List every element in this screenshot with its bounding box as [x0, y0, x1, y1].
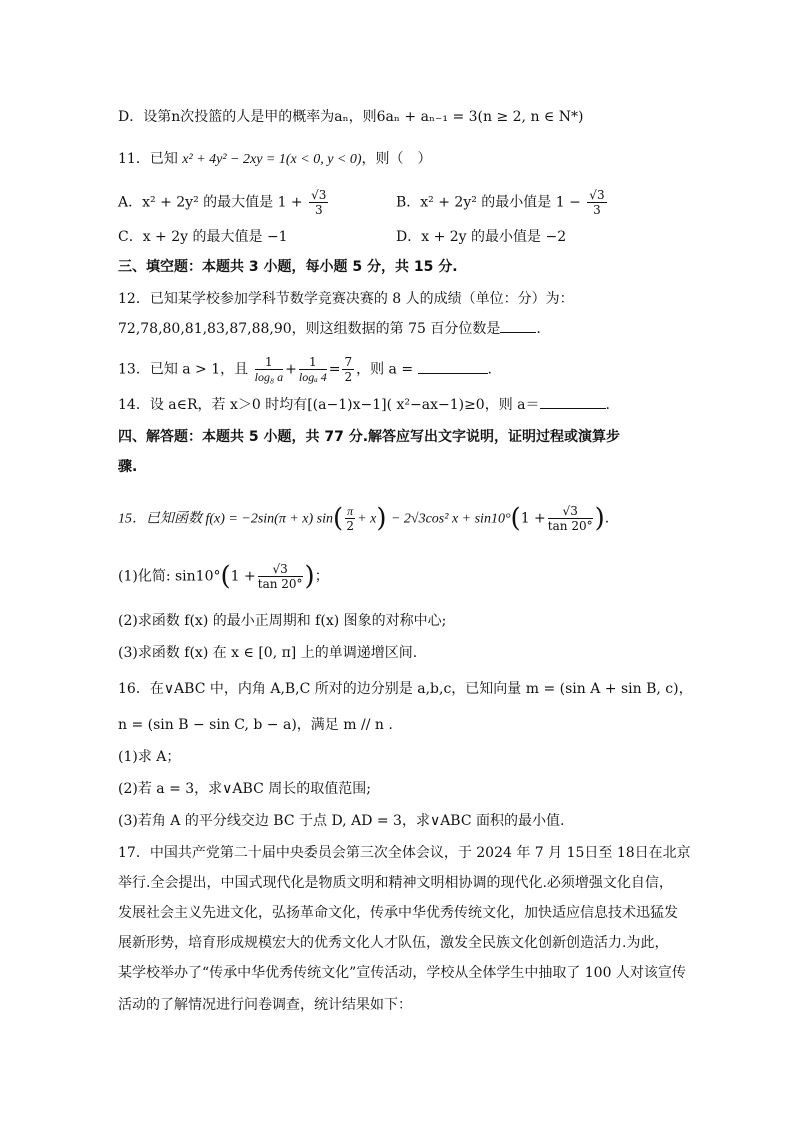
- one-plus: 1 +: [230, 568, 256, 585]
- q16-part2: (2)若 a = 3，求∨ABC 周长的取值范围;: [118, 781, 371, 797]
- q13-end: .: [487, 361, 492, 378]
- q17-line: 发展社会主义先进文化，弘扬革命文化，传承中华优秀传统文化，加快适应信息技术迅猛发: [118, 905, 678, 921]
- q13-stem: [118, 355, 492, 384]
- q11-option-b: [396, 188, 609, 217]
- open-paren: (: [220, 561, 231, 592]
- option-b-text: B．x² + 2y² 的最小值是 1 −: [396, 194, 581, 211]
- fraction-7-over-2: [342, 355, 354, 384]
- frac-num: 1: [255, 355, 284, 370]
- q13-prefix: 13．已知 a > 1，且: [118, 361, 249, 378]
- q15-end: .: [604, 510, 610, 527]
- section-fill-in-blank-heading: 三、填空题：本题共 3 小题，每小题 5 分，共 15 分.: [118, 259, 458, 275]
- q11-option-d: D．x + 2y 的最小值是 −2: [396, 229, 567, 245]
- q12-end: .: [536, 321, 541, 337]
- q12-line2: [118, 318, 541, 340]
- part1-end: ；: [314, 568, 329, 585]
- q12-text: 72,78,80,81,83,87,88,90，则这组数据的第 75 百分位数是: [118, 321, 501, 337]
- stem-equation: x² + 4y² − 2xy = 1(x < 0, y < 0): [182, 152, 362, 167]
- open-paren: (: [333, 503, 344, 534]
- plus-sign: +: [285, 361, 297, 378]
- frac-num: √3: [589, 188, 605, 202]
- q15-part-c: − 2√3cos² x + sin10°: [390, 511, 511, 527]
- q17-line: 某学校举办了“传承中华优秀传统文化”宣传活动，学校从全体学生中抽取了 100 人对该宣传: [118, 965, 686, 981]
- frac-num: 7: [344, 355, 353, 369]
- q16-line1: 16．在∨ABC 中，内角 A,B,C 所对的边分别是 a,b,c，已知向量 m = (sin A + sin B, c)，: [118, 681, 693, 697]
- q17-line: 活动的了解情况进行问卷调查，统计结果如下：: [118, 997, 412, 1013]
- frac-num: √3: [311, 188, 327, 202]
- equals-sign: =: [328, 361, 341, 378]
- frac-den: 3: [314, 203, 323, 217]
- q14-stem: [118, 394, 610, 416]
- q17-line: 17．中国共产党第二十届中央委员会第三次全体会议，于 2024 年 7 月 15日至 18日在北京: [118, 845, 691, 861]
- option-text: 设第n次投篮的人是甲的概率为aₙ，则6aₙ + aₙ₋₁ = 3(n ≥ 2, n ∈ N*): [143, 109, 584, 125]
- frac-num: √3: [258, 562, 303, 577]
- frac-den: log₈ a: [254, 370, 284, 384]
- q17-line: 举行.全会提出，中国式现代化是物质文明和精神文明相协调的现代化.必须增强文化自信，: [118, 875, 673, 891]
- q16-part3: (3)若角 A 的平分线交边 BC 于点 D, AD = 3，求∨ABC 面积的最小值.: [118, 813, 565, 829]
- sqrt3-over-3-fraction: [587, 188, 606, 217]
- q17-line: 展新形势，培育形成规模宏大的优秀文化人才队伍，激发全民族文化创新创造活力.为此，: [118, 935, 669, 951]
- fraction-pi-over-2: [345, 504, 355, 533]
- frac-den: 2: [344, 370, 353, 384]
- section-solution-heading-line1: 四、解答题：本题共 5 小题，共 77 分.解答应写出文字说明，证明过程或演算步: [118, 429, 621, 445]
- stem-suffix: ，则（ ）: [361, 151, 432, 167]
- frac-den: logₐ 4: [298, 370, 327, 384]
- sqrt3-over-3-fraction: [309, 188, 328, 217]
- close-paren: ): [376, 503, 387, 534]
- q11-option-a: [118, 188, 330, 217]
- close-paren: ): [304, 561, 315, 592]
- one-plus: 1 +: [520, 510, 546, 527]
- q12-line1: 12．已知某学校参加学科节数学竞赛决赛的 8 人的成绩（单位：分）为：: [118, 291, 574, 307]
- frac-num: π: [347, 504, 354, 518]
- q16-part1: (1)求 A；: [118, 749, 181, 765]
- q15-stem: [118, 504, 609, 533]
- fraction-1-over-loga4: [299, 355, 327, 384]
- q13-suffix: ，则 a =: [356, 361, 414, 378]
- fraction-sqrt3-over-tan20: [258, 562, 303, 591]
- q16-line2: n = (sin B − sin C, b − a)，满足 m // n .: [118, 717, 393, 733]
- close-paren: ): [594, 503, 605, 534]
- q15-part3: (3)求函数 f(x) 在 x ∈ [0, π] 上的单调递增区间.: [118, 645, 418, 661]
- option-a-text: A．x² + 2y² 的最大值是 1 +: [118, 194, 303, 211]
- fraction-1-over-log8a: [255, 355, 284, 384]
- q11-stem: [118, 148, 432, 171]
- frac-num: 1: [299, 355, 327, 370]
- fraction-sqrt3-over-tan20: [548, 504, 593, 533]
- stem-prefix: 11．已知: [118, 151, 178, 167]
- q15-part-a: 15．已知函数 f(x) = −2sin(π + x) sin: [118, 511, 333, 527]
- part1-text: (1)化简: sin10°: [118, 568, 221, 585]
- answer-blank: [418, 359, 488, 374]
- q15-part1: [118, 562, 329, 591]
- q15-part-b: + x: [357, 511, 377, 527]
- open-paren: (: [510, 503, 521, 534]
- frac-den: tan 20°: [547, 519, 593, 533]
- option-label: D．: [118, 109, 144, 125]
- frac-num: √3: [548, 504, 593, 519]
- answer-blank: [540, 394, 606, 409]
- q14-text: 14．设 a∈R，若 x＞0 时均有[(a−1)x−1]( x²−ax−1)≥0，则 a＝: [118, 397, 540, 413]
- frac-den: 3: [593, 203, 601, 217]
- frac-den: tan 20°: [257, 577, 303, 591]
- q15-part2: (2)求函数 f(x) 的最小正周期和 f(x) 图象的对称中心;: [118, 613, 447, 629]
- answer-blank: [500, 318, 536, 333]
- section-solution-heading-line2: 骤.: [118, 459, 138, 475]
- q10-option-d: [118, 106, 583, 128]
- frac-den: 2: [346, 519, 354, 533]
- q11-option-c: C．x + 2y 的最大值是 −1: [118, 229, 288, 245]
- q14-end: .: [605, 397, 610, 413]
